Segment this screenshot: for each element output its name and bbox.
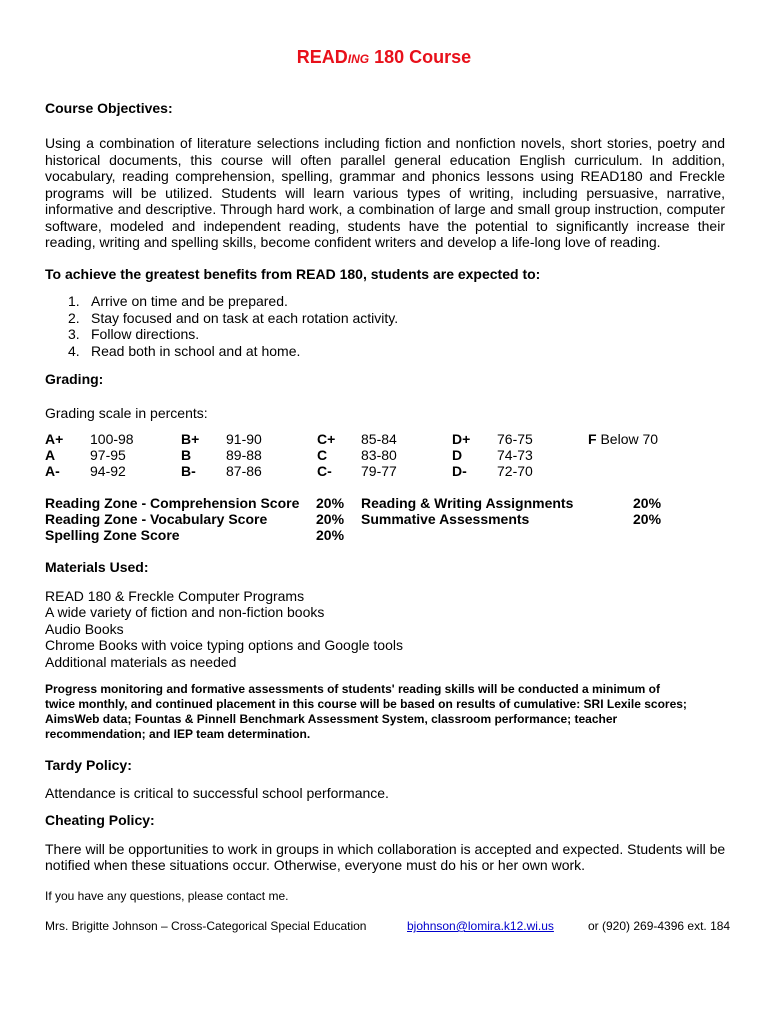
objectives-paragraph: Using a combination of literature selections including fiction and nonfiction novels, short stories, poetry and historical documents, this course will often parallel general education English curriculum. In addition, vocabulary, reading comprehension, spelling, grammar and phonics lessons using READ180 and Freckle programs will be utilized. Students will learn various types of writing, including persuasive, narrative, informative and descriptive. Through hard work, a combination of large and small group instruction, computer software, modeled and independent reading, students have the potential to significantly increase their reading, writing and spelling skills, become confident writers and develop a life-long love of reading. <box>45 135 725 250</box>
objectives-heading: Course Objectives: <box>45 100 173 116</box>
weight-pct: 20% <box>316 495 345 511</box>
contact-name: Mrs. Brigitte Johnson – Cross-Categorical Special Education <box>45 919 367 933</box>
weight-pct: 20% <box>316 511 345 527</box>
grade-range: 74-73 <box>497 447 533 463</box>
list-item: Audio Books <box>45 621 124 637</box>
email-link[interactable]: bjohnson@lomira.k12.wi.us <box>407 919 554 933</box>
contact-phone: or (920) 269-4396 ext. 184 <box>588 919 731 933</box>
contact-question: If you have any questions, please contact me. <box>45 889 289 903</box>
weight-pct: 20% <box>633 511 662 527</box>
grade-letter: C- <box>317 463 332 479</box>
grade-letter: C+ <box>317 431 336 447</box>
weight-pct: 20% <box>316 527 345 543</box>
grade-range: 79-77 <box>361 463 397 479</box>
grade-range: 76-75 <box>497 431 533 447</box>
tardy-text: Attendance is critical to successful school performance. <box>45 785 389 801</box>
grade-fail: F Below 70 <box>588 431 659 447</box>
cheating-text-line: There will be opportunities to work in groups in which collaboration is accepted and expected. Students will be <box>45 841 726 857</box>
progress-note-line: recommendation; and IEP team determination. <box>45 727 311 741</box>
tardy-heading: Tardy Policy: <box>45 757 132 773</box>
grade-range: 97-95 <box>90 447 126 463</box>
grade-range: 87-86 <box>226 463 262 479</box>
list-item: 2. Stay focused and on task at each rotation activity. <box>68 309 399 326</box>
progress-note-line: AimsWeb data; Fountas & Pinnell Benchmark Assessment System, classroom performance; teacher <box>45 712 618 726</box>
grade-range: 85-84 <box>361 431 397 447</box>
grade-letter: A- <box>45 463 60 479</box>
list-item: 4. Read both in school and at home. <box>68 342 301 359</box>
grade-letter: A <box>45 447 56 463</box>
cheating-text-line: notified when these situations occur. Otherwise, everyone must do his or her own work. <box>45 857 586 873</box>
list-item: READ 180 & Freckle Computer Programs <box>45 588 305 604</box>
weight-pct: 20% <box>633 495 662 511</box>
weight-label: Reading & Writing Assignments <box>361 495 574 511</box>
grade-letter: D <box>452 447 463 463</box>
list-item: Additional materials as needed <box>45 654 237 670</box>
grade-range: 72-70 <box>497 463 533 479</box>
weight-label: Reading Zone - Comprehension Score <box>45 495 300 511</box>
grade-range: 100-98 <box>90 431 134 447</box>
progress-note-line: Progress monitoring and formative assessments of students' reading skills will be conducted a minimum of <box>45 682 660 696</box>
list-item: Chrome Books with voice typing options and Google tools <box>45 637 403 653</box>
weight-label: Spelling Zone Score <box>45 527 180 543</box>
grade-letter: B- <box>181 463 196 479</box>
grade-letter: C <box>317 447 328 463</box>
list-item: 1. Arrive on time and be prepared. <box>68 293 288 309</box>
grade-range: 94-92 <box>90 463 126 479</box>
cheating-heading: Cheating Policy: <box>45 812 155 828</box>
grade-range: 83-80 <box>361 447 397 463</box>
weight-label: Reading Zone - Vocabulary Score <box>45 511 268 527</box>
weight-label: Summative Assessments <box>361 511 530 527</box>
grade-letter: D+ <box>452 431 471 447</box>
grade-letter: D- <box>452 463 467 479</box>
expectations-list <box>68 293 398 359</box>
grade-range: 89-88 <box>226 447 262 463</box>
grade-letter: B <box>181 447 192 463</box>
title-part-course: 180 Course <box>369 47 472 67</box>
grade-range: 91-90 <box>226 431 262 447</box>
grade-letter: B+ <box>181 431 200 447</box>
grading-heading: Grading: <box>45 371 104 387</box>
progress-note-line: twice monthly, and continued placement in this course will be based on results of cumulative: SRI Lexile scores; <box>45 697 687 711</box>
grading-scale-label: Grading scale in percents: <box>45 405 208 421</box>
expectations-heading: To achieve the greatest benefits from READ 180, students are expected to: <box>45 266 541 282</box>
page-title <box>0 46 768 70</box>
grade-letter: A+ <box>45 431 64 447</box>
list-item: 3. Follow directions. <box>68 326 200 342</box>
title-part-ing: ING <box>347 52 370 66</box>
list-item: A wide variety of fiction and non-fiction books <box>45 604 325 620</box>
title-part-read: READ <box>296 47 348 67</box>
materials-heading: Materials Used: <box>45 559 149 575</box>
